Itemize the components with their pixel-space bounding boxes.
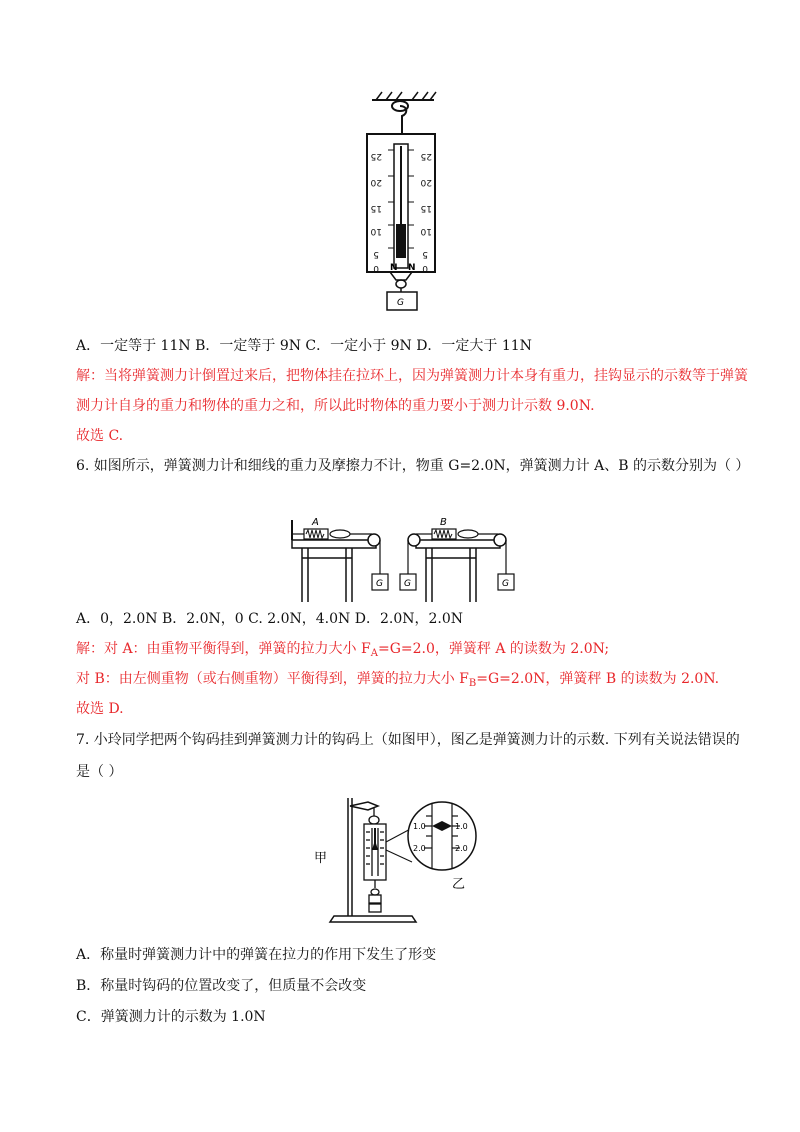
spring-b-label: B — [440, 517, 447, 528]
ceiling-hatch — [376, 92, 436, 100]
q5-options: A．一定等于 11N B．一定等于 9N C．一定小于 9N D．一定大于 11N — [76, 338, 532, 354]
q6-stem: 6. 如图所示，弹簧测力计和细线的重力及摩擦力不计，物重 G=2.0N，弹簧测力计 A、B 的示数分别为（ ） — [76, 458, 750, 474]
q6-sol2-subscript: B — [468, 678, 477, 689]
right-weight-left-label: G — [404, 579, 411, 589]
scale-right-label: 0 — [422, 263, 428, 273]
left-table — [292, 540, 376, 602]
q6-options: A．0，2.0N B．2.0N，0 C. 2.0N，4.0N D．2.0N，2.0N — [76, 611, 463, 627]
scale-left-label: 25 — [370, 151, 382, 161]
tick-label-left-1: 1.0 — [413, 822, 426, 831]
scale-right-label: 25 — [420, 151, 432, 161]
pulley-spring-scales-figure — [288, 512, 516, 604]
scale-right-label: 15 — [420, 203, 432, 213]
scale-right-label: 20 — [420, 177, 432, 187]
magnified-view — [408, 802, 476, 870]
stand-spring-scale-figure — [312, 792, 492, 924]
right-table — [416, 540, 500, 602]
scale-left-label: 5 — [373, 249, 379, 259]
spring-a — [292, 529, 372, 539]
q6-sol1-text: 解：对 A：由重物平衡得到，弹簧的拉力大小 F — [76, 641, 371, 657]
q7-stem-line-2: 是（ ） — [76, 764, 123, 780]
label-jia: 甲 — [314, 851, 328, 866]
q7-option-b: B．称量时钩码的位置改变了，但质量不会改变 — [76, 978, 367, 994]
unit-label-left: N — [390, 263, 398, 273]
inverted-spring-scale-figure — [350, 84, 460, 314]
spring-a-label: A — [312, 517, 319, 528]
tick-label-left-2: 2.0 — [413, 844, 426, 853]
left-pulley — [368, 534, 380, 546]
q5-solution-line-2: 测力计自身的重力和物体的重力之和，所以此时物体的重力要小于测力计示数 9.0N. — [76, 398, 595, 414]
scale-left-label: 20 — [370, 177, 382, 187]
scale-left-label: 15 — [370, 203, 382, 213]
q6-solution-line-1 — [76, 639, 609, 659]
weight-label: G — [397, 298, 404, 308]
q7-option-c: C．弹簧测力计的示数为 1.0N — [76, 1009, 266, 1025]
q7-option-a: A．称量时弹簧测力计中的弹簧在拉力的作用下发生了形变 — [76, 947, 437, 963]
right-weight-right-label: G — [502, 579, 509, 589]
q7-stem-line-1: 7. 小玲同学把两个钩码挂到弹簧测力计的钩码上（如图甲），图乙是弹簧测力计的示数. 下列有关说法错误的 — [76, 732, 740, 748]
label-yi: 乙 — [452, 877, 466, 892]
right-pulley-left — [408, 534, 420, 546]
q5-solution-line-1: 解：当将弹簧测力计倒置过来后，把物体挂在拉环上，因为弹簧测力计本身有重力，挂钩显示的示数等于弹簧 — [76, 368, 748, 384]
q5-answer: 故选 C. — [76, 428, 124, 444]
zoom-line-bottom — [386, 850, 412, 862]
tick-label-right-1: 1.0 — [455, 822, 468, 831]
tick-label-right-2: 2.0 — [455, 844, 468, 853]
unit-label-right: N — [408, 263, 416, 273]
q6-solution-line-2 — [76, 669, 719, 689]
q6-sol1-subscript: A — [370, 648, 378, 659]
spring-b — [416, 529, 498, 539]
scale-right-label: 5 — [422, 249, 428, 259]
scale-left-label: 0 — [373, 263, 379, 273]
hanging-spring-scale — [364, 808, 386, 912]
left-weight-label: G — [376, 579, 383, 589]
bottom-cap — [390, 272, 412, 280]
bottom-ring — [396, 280, 406, 288]
right-pulley-right — [494, 534, 506, 546]
q6-answer: 故选 D. — [76, 701, 124, 717]
scale-right-label: 10 — [420, 226, 432, 236]
scale-left-label: 10 — [370, 226, 382, 236]
q6-sol1-text-end: =G=2.0，弹簧秤 A 的读数为 2.0N; — [377, 641, 610, 657]
q6-sol2-text-end: =G=2.0N，弹簧秤 B 的读数为 2.0N. — [476, 671, 720, 687]
q6-sol2-text: 对 B：由左侧重物（或右侧重物）平衡得到，弹簧的拉力大小 F — [76, 671, 469, 687]
